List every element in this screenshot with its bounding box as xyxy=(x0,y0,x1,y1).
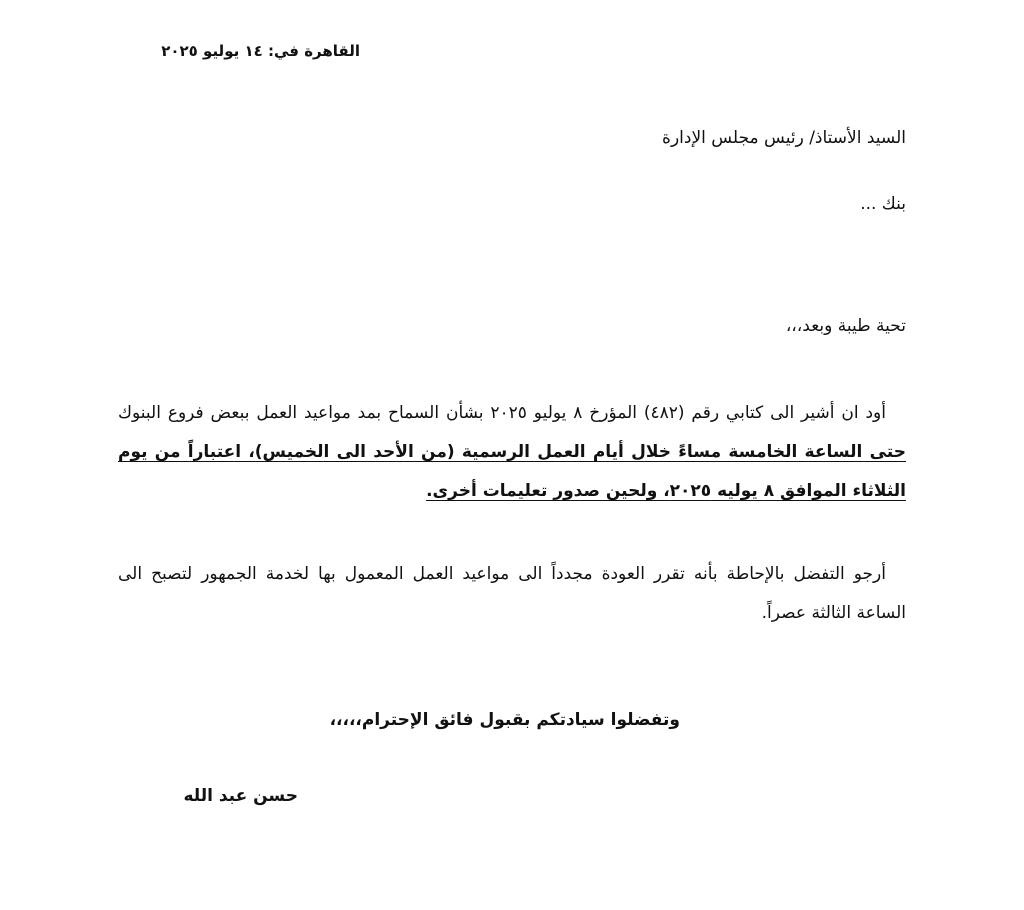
recipient-title: السيد الأستاذ/ رئيس مجلس الإدارة xyxy=(662,128,906,148)
paragraph-1 xyxy=(118,394,906,511)
greeting: تحية طيبة وبعد،،، xyxy=(785,316,906,336)
signature: حسن عبد الله xyxy=(183,786,298,806)
closing-line: وتفضلوا سيادتكم بقبول فائق الإحترام،،،،، xyxy=(329,710,680,730)
paragraph-1-plain: أود ان أشير الى كتابي رقم (٤٨٢) المؤرخ ٨ يوليو ٢٠٢٥ بشأن السماح بمد مواعيد العمل ببعض فروع البنوك xyxy=(118,403,886,423)
paragraph-1-emphasized: حتى الساعة الخامسة مساءً خلال أيام العمل الرسمية (من الأحد الى الخميس)، اعتباراً من يوم الثلاثاء الموافق ٨ يوليه ٢٠٢٥، ولحين صدور تعليمات أخرى. xyxy=(118,442,906,501)
date-line: القاهرة في: ١٤ يوليو ٢٠٢٥ xyxy=(161,42,360,60)
paragraph-2: أرجو التفضل بالإحاطة بأنه تقرر العودة مجدداً الى مواعيد العمل المعمول بها لخدمة الجمهور لتصبح الى الساعة الثالثة عصراً. xyxy=(118,564,906,623)
recipient-bank: بنك ... xyxy=(860,194,906,214)
